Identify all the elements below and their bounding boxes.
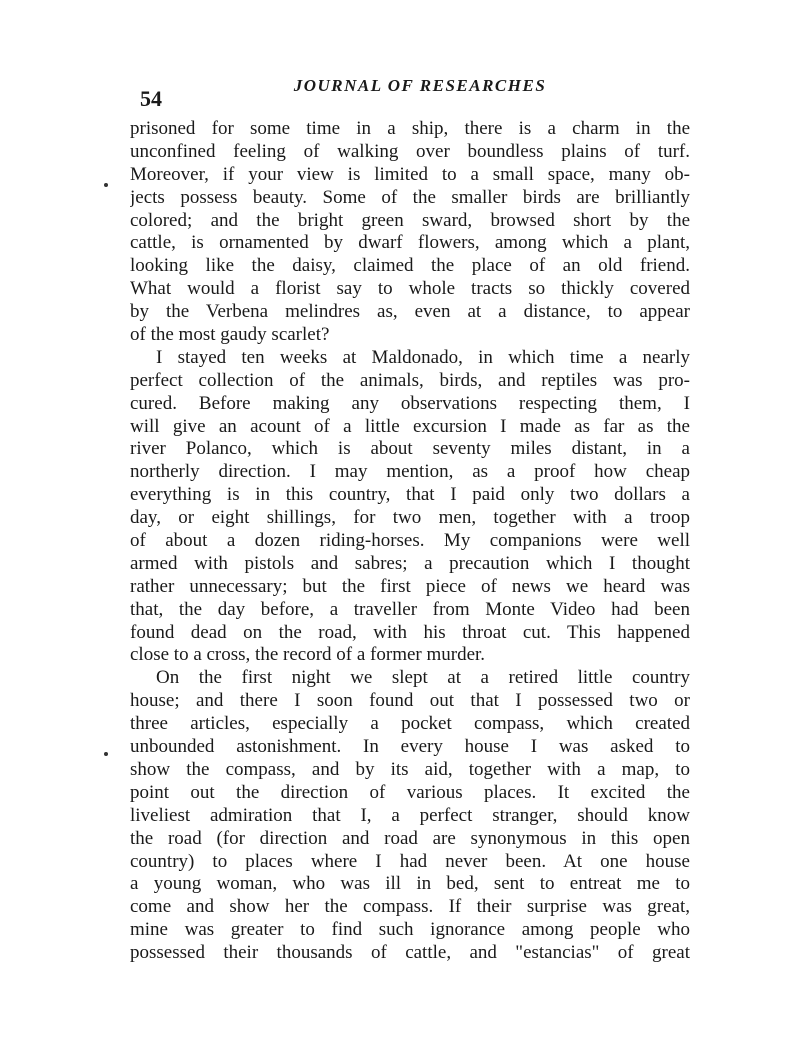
text-line: colored; and the bright green sward, browsed short by the <box>130 209 690 231</box>
body-text <box>130 118 690 965</box>
text-line: armed with pistols and sabres; a precaution which I thought <box>130 552 690 574</box>
text-line: day, or eight shillings, for two men, together with a troop <box>130 507 690 529</box>
text-line: of about a dozen riding-horses. My companions were well <box>130 530 690 552</box>
text-line: close to a cross, the record of a former murder. <box>130 644 486 666</box>
text-line: house; and there I soon found out that I possessed two or <box>130 690 690 712</box>
text-line: looking like the daisy, claimed the place of an old friend. <box>130 255 690 277</box>
text-line: perfect collection of the animals, birds, and reptiles was pro- <box>130 369 690 391</box>
text-line: everything is in this country, that I paid only two dollars a <box>130 484 690 506</box>
text-line: a young woman, who was ill in bed, sent to entreat me to <box>130 873 690 895</box>
text-line: cured. Before making any observations respecting them, I <box>130 392 690 414</box>
text-line: come and show her the compass. If their surprise was great, <box>130 896 690 918</box>
text-line: will give an acount of a little excursion I made as far as the <box>130 415 690 437</box>
text-line: river Polanco, which is about seventy miles distant, in a <box>130 438 690 460</box>
text-line: the road (for direction and road are synonymous in this open <box>130 827 690 849</box>
text-line: three articles, especially a pocket compass, which created <box>130 713 690 735</box>
text-line: unbounded astonishment. In every house I was asked to <box>130 736 690 758</box>
page-number: 54 <box>140 86 162 111</box>
text-line: that, the day before, a traveller from Monte Video had been <box>130 598 690 620</box>
running-title: JOURNAL OF RESEARCHES <box>293 76 547 95</box>
text-line: possessed their thousands of cattle, and "estancias" of great <box>130 942 690 964</box>
paragraph <box>130 118 690 347</box>
margin-mark <box>104 183 108 187</box>
text-line: point out the direction of various places. It excited the <box>130 781 690 803</box>
text-line: jects possess beauty. Some of the smaller birds are brilliantly <box>130 186 690 208</box>
paragraph <box>130 347 690 667</box>
paragraph <box>130 667 690 965</box>
text-line: country) to places where I had never been. At one house <box>130 850 690 872</box>
text-line: Moreover, if your view is limited to a small space, many ob- <box>130 163 690 185</box>
text-line: I stayed ten weeks at Maldonado, in which time a nearly <box>156 346 690 368</box>
text-line: What would a florist say to whole tracts so thickly covered <box>130 278 690 300</box>
text-line: rather unnecessary; but the first piece of news we heard was <box>130 575 690 597</box>
running-head <box>140 76 700 111</box>
text-line: of the most gaudy scarlet? <box>130 324 330 346</box>
text-line: by the Verbena melindres as, even at a distance, to appear <box>130 301 690 323</box>
text-line: cattle, is ornamented by dwarf flowers, among which a plant, <box>130 232 690 254</box>
text-line: unconfined feeling of walking over boundless plains of turf. <box>130 140 690 162</box>
text-line: mine was greater to find such ignorance among people who <box>130 919 690 941</box>
margin-mark <box>104 752 108 756</box>
text-line: liveliest admiration that I, a perfect stranger, should know <box>130 804 690 826</box>
text-line: prisoned for some time in a ship, there is a charm in the <box>130 118 690 139</box>
text-line: On the first night we slept at a retired little country <box>156 667 690 689</box>
text-line: northerly direction. I may mention, as a proof how cheap <box>130 461 690 483</box>
text-line: show the compass, and by its aid, together with a map, to <box>130 758 690 780</box>
text-line: found dead on the road, with his throat cut. This happened <box>130 621 690 643</box>
